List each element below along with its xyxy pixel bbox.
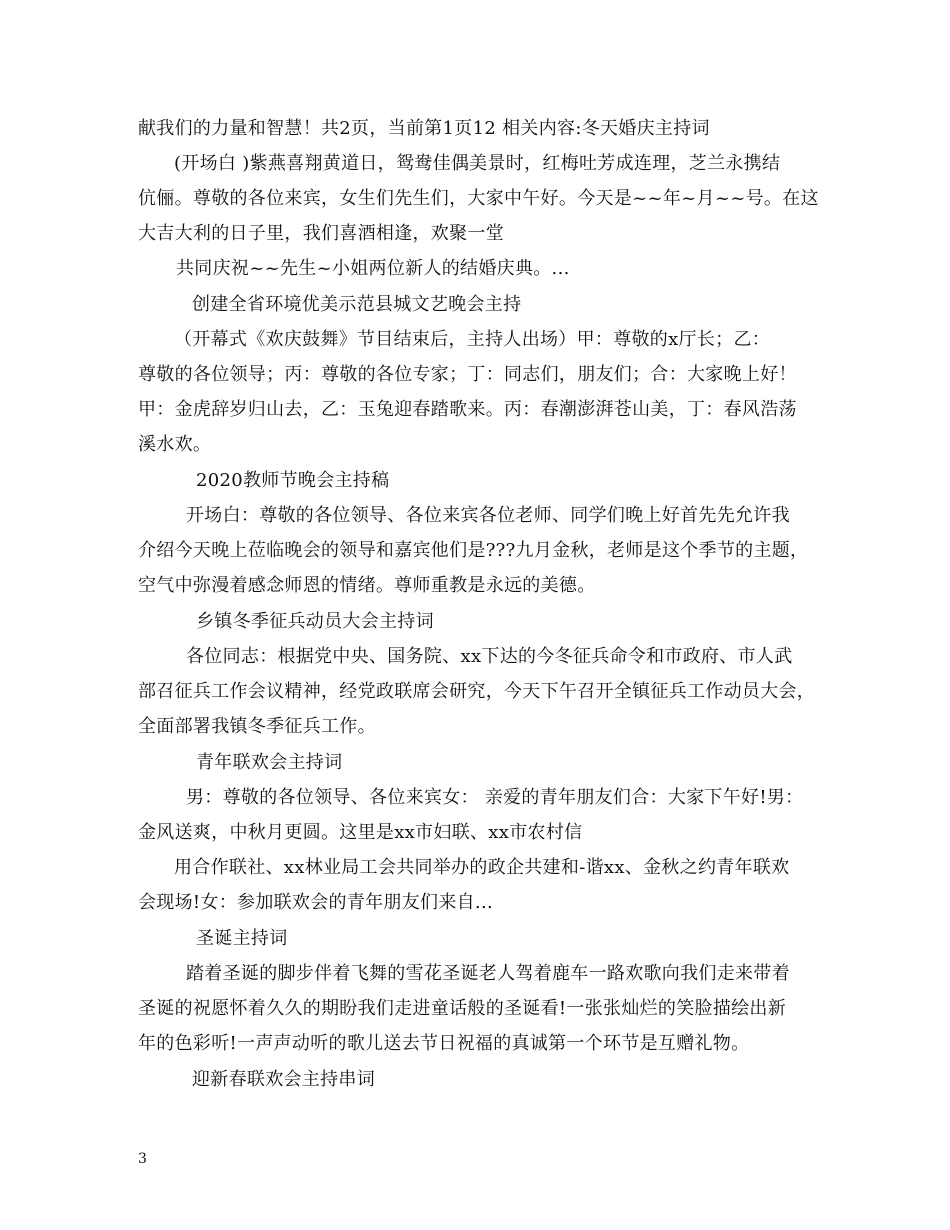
text-line: 献我们的力量和智慧！共2页，当前第1页12 相关内容:冬天婚庆主持词 <box>138 118 710 139</box>
text-line: 空气中弥漫着感念师恩的情绪。尊师重教是永远的美德。 <box>138 575 596 596</box>
section-heading: 创建全省环境优美示范县城文艺晚会主持 <box>192 294 522 315</box>
section-heading: 圣诞主持词 <box>196 928 288 949</box>
text-line: 伉俪。尊敬的各位来宾，女生们先生们，大家中午好。今天是~~年~月~~号。在这 <box>138 188 819 209</box>
section-heading: 青年联欢会主持词 <box>196 752 343 773</box>
text-line: (开场白 )紫燕喜翔黄道日，鸳鸯佳偶美景时，红梅吐芳成连理，芝兰永携结 <box>174 153 781 174</box>
text-line: 男：尊敬的各位领导、各位来宾女： 亲爱的青年朋友们合：大家下午好!男： <box>186 787 804 808</box>
page-number: 3 <box>138 1151 147 1167</box>
text-line: 会现场!女：参加联欢会的青年朋友们来自... <box>138 892 493 913</box>
text-line: 大吉大利的日子里，我们喜酒相逢，欢聚一堂 <box>138 223 504 244</box>
text-line: 共同庆祝~~先生~小姐两位新人的结婚庆典。... <box>176 258 570 279</box>
text-line: 踏着圣诞的脚步伴着飞舞的雪花圣诞老人驾着鹿车一路欢歌向我们走来带着 <box>186 963 790 984</box>
text-line: 全面部署我镇冬季征兵工作。 <box>138 716 376 737</box>
section-heading: 2020教师节晚会主持稿 <box>196 470 390 491</box>
section-heading: 迎新春联欢会主持串词 <box>192 1069 375 1090</box>
text-line: 尊敬的各位领导；丙：尊敬的各位专家；丁：同志们，朋友们；合：大家晚上好！ <box>138 364 797 385</box>
text-line: 甲：金虎辞岁归山去，乙：玉兔迎春踏歌来。丙：春潮澎湃苍山美，丁：春风浩荡 <box>138 399 797 420</box>
text-line: 部召征兵工作会议精神，经党政联席会研究，今天下午召开全镇征兵工作动员大会， <box>138 681 816 702</box>
text-line: 各位同志：根据党中央、国务院、xx下达的今冬征兵命令和市政府、市人武 <box>186 646 793 667</box>
text-line: 金风送爽，中秋月更圆。这里是xx市妇联、xx市农村信 <box>138 822 583 843</box>
section-heading: 乡镇冬季征兵动员大会主持词 <box>196 611 434 632</box>
text-line: 开场白：尊敬的各位领导、各位来宾各位老师、同学们晚上好首先先允许我 <box>186 505 790 526</box>
text-line: 溪水欢。 <box>138 434 212 455</box>
text-line: 介绍今天晚上莅临晚会的领导和嘉宾他们是???九月金秋，老师是这个季节的主题， <box>138 540 809 561</box>
text-line: （开幕式《欢庆鼓舞》节目结束后，主持人出场）甲：尊敬的x厅长；乙： <box>174 329 771 350</box>
text-line: 年的色彩听!一声声动听的歌儿送去节日祝福的真诚第一个环节是互赠礼物。 <box>138 1033 750 1054</box>
text-line: 圣诞的祝愿怀着久久的期盼我们走进童话般的圣诞看!一张张灿烂的笑脸描绘出新 <box>138 998 787 1019</box>
text-line: 用合作联社、xx林业局工会共同举办的政企共建和-谐xx、金秋之约青年联欢 <box>174 857 790 878</box>
